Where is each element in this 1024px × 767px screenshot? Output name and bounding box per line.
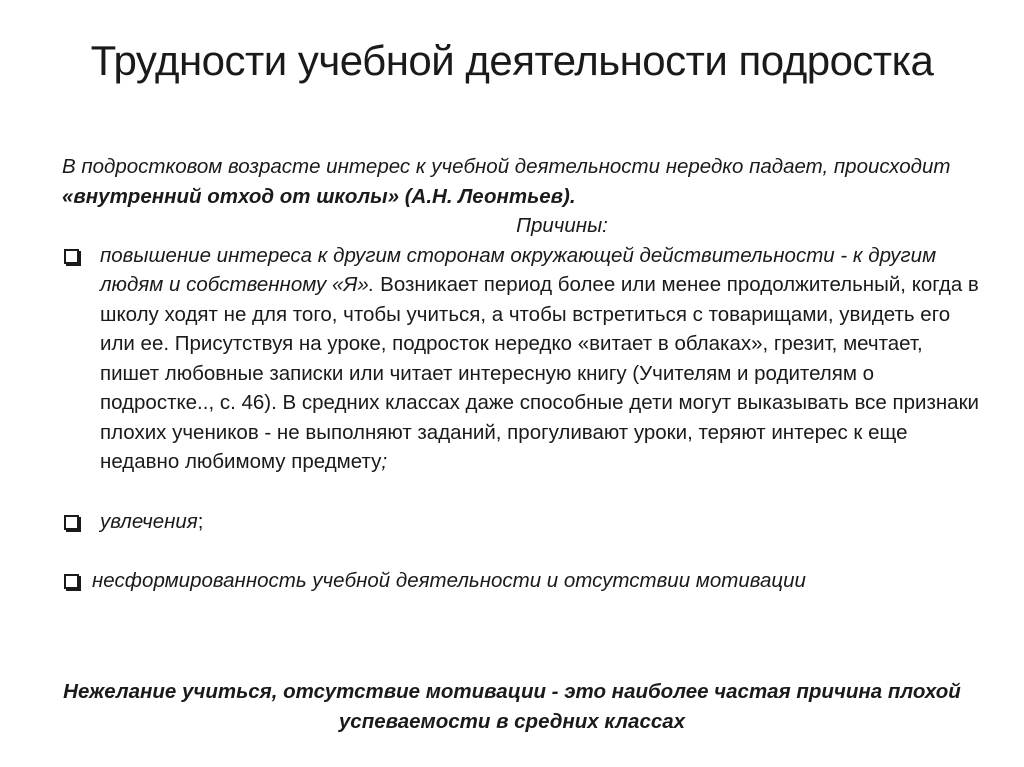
bullet-text: Возникает период более или менее продолжительный, когда в школу ходят не для того, чтобы учиться, а чтобы встретиться с товарищами, увидеть его или ее. Присутствуя на уроке, подросток нередко «витает в облаках», грезит, мечтает, пишет любовные записки или читает интересную книгу (Учителям и родителям о подростке.., с. 46). В средних классах даже способные дети могут выказывать все признаки плохих учеников - не выполняют заданий, прогуливают уроки, теряют интерес к еще недавно любимому предмету — [100, 273, 980, 473]
checkbox-icon — [64, 249, 79, 264]
checkbox-icon — [64, 574, 79, 589]
bullet-item — [62, 566, 982, 596]
slide-body — [62, 152, 982, 596]
bullet-italic-text: несформированность учебной деятельности и отсутствии мотивации — [92, 569, 806, 592]
bullet-text: ; — [197, 509, 204, 533]
bullet-italic-text: увлечения — [100, 509, 198, 533]
checkbox-icon — [64, 515, 79, 530]
reasons-heading: Причины: — [516, 214, 608, 237]
slide-title: Трудности учебной деятельности подростка — [90, 37, 934, 84]
intro-bold-quote: «внутренний отход от школы» (А.Н. Леонтьев). — [62, 184, 576, 208]
intro-text: В подростковом возрасте интерес к учебной деятельности нередко падает, происходит — [62, 155, 951, 178]
intro-paragraph — [62, 152, 982, 211]
bullet-italic-text: повышение интереса к другим сторонам окружающей действительности - к другим людям и собственному «Я». — [100, 243, 937, 296]
bullet-item — [62, 241, 982, 477]
conclusion-text: Нежелание учиться, отсутствие мотивации - это наиболее частая причина плохой успеваемости в средних классах — [63, 680, 961, 733]
bullet-tail: ; — [381, 450, 388, 473]
bullet-item — [62, 507, 982, 537]
